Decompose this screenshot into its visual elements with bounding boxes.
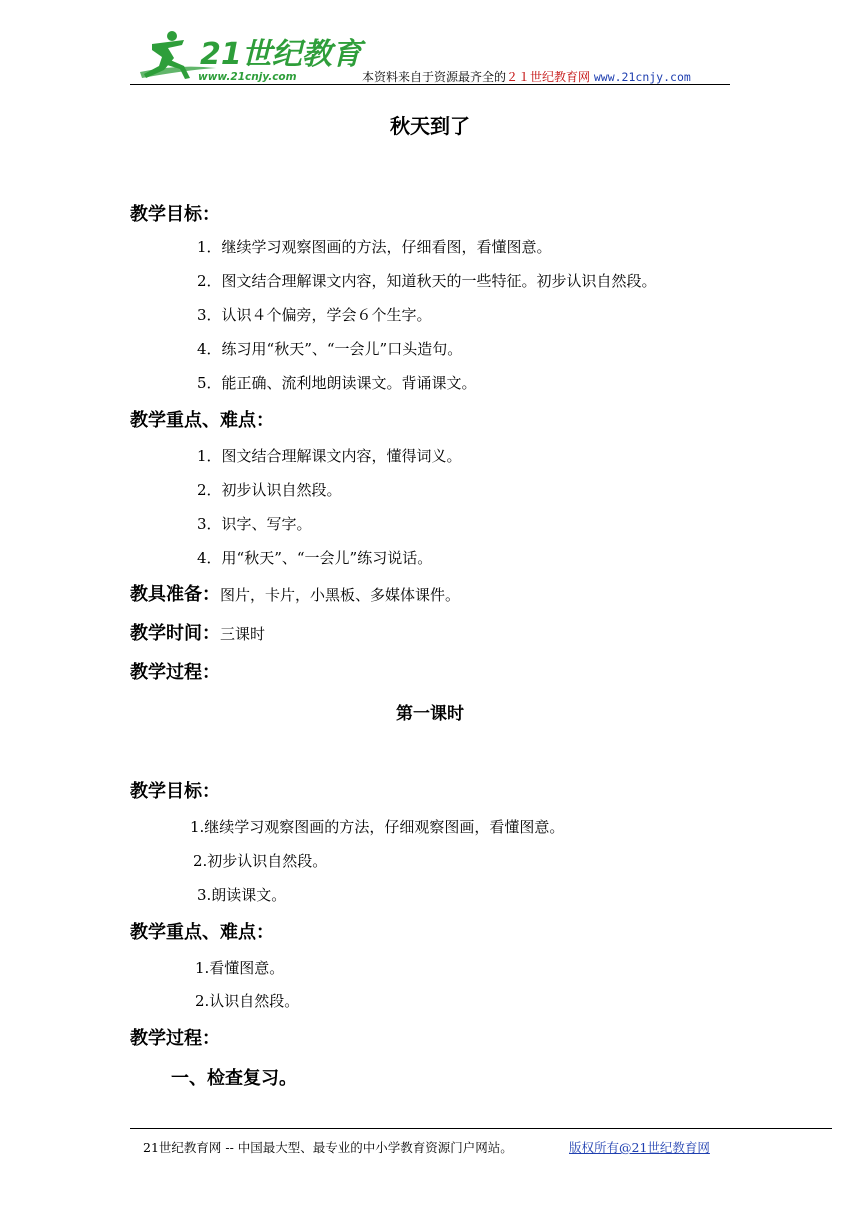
objective-item: 3．认识４个偏旁，学会６个生字。 — [197, 306, 432, 324]
lesson-key-point-item: 1.看懂图意。 — [195, 959, 285, 977]
site-logo — [138, 28, 362, 86]
logo-text: 21世纪教育 — [200, 37, 362, 72]
lesson-key-point-item: 2.认识自然段。 — [195, 992, 300, 1010]
lesson-title: 第一课时 — [396, 704, 464, 724]
key-point-item: 1．图文结合理解课文内容，懂得词义。 — [197, 447, 462, 465]
objective-item: 5．能正确、流利地朗读课文。背诵课文。 — [197, 374, 477, 392]
teaching-time-label: 教学时间： — [130, 623, 220, 644]
teaching-time — [130, 619, 265, 645]
section-heading-objectives: 教学目标： — [130, 204, 220, 225]
teaching-tools-value: 图片，卡片，小黑板、多媒体课件。 — [220, 586, 461, 604]
logo-url: www.21cnjy.com — [198, 71, 297, 83]
teaching-time-value: 三课时 — [220, 625, 266, 643]
teaching-tools — [130, 580, 460, 606]
section-heading-key-points: 教学重点、难点： — [130, 410, 274, 431]
objective-item: 1．继续学习观察图画的方法，仔细看图，看懂图意。 — [197, 238, 552, 256]
section-heading-lesson-objectives: 教学目标： — [130, 781, 220, 802]
key-point-item: 2．初步认识自然段。 — [197, 481, 342, 499]
section-heading-lesson-key-points: 教学重点、难点： — [130, 922, 274, 943]
header-url-link[interactable]: www.21cnjy.com — [593, 70, 691, 84]
section-heading-process: 教学过程： — [130, 662, 220, 683]
header-note-prefix: 本资料来自于资源最齐全的 — [362, 70, 507, 84]
lesson-objective-item: 2.初步认识自然段。 — [193, 852, 328, 870]
step-heading: 一、检查复习。 — [171, 1068, 297, 1089]
page-title: 秋天到了 — [390, 114, 470, 138]
teaching-tools-label: 教具准备： — [130, 584, 220, 605]
header-note — [362, 68, 691, 85]
header-rule — [130, 84, 730, 85]
objective-item: 4．练习用“秋天”、“一会儿”口头造句。 — [197, 340, 463, 358]
footer-rule — [130, 1128, 832, 1129]
lesson-objective-item: 1.继续学习观察图画的方法，仔细观察图画，看懂图意。 — [190, 818, 565, 836]
footer-copyright-link[interactable]: 版权所有@21世纪教育网 — [569, 1140, 710, 1155]
footer-text: 21世纪教育网 -- 中国最大型、最专业的中小学教育资源门户网站。 — [143, 1140, 513, 1155]
key-point-item: 4．用“秋天”、“一会儿”练习说话。 — [197, 549, 433, 567]
key-point-item: 3．识字、写字。 — [197, 515, 312, 533]
lesson-objective-item: 3.朗读课文。 — [197, 886, 287, 904]
section-heading-lesson-process: 教学过程： — [130, 1028, 220, 1049]
objective-item: 2．图文结合理解课文内容，知道秋天的一些特征。初步认识自然段。 — [197, 272, 657, 290]
header-site-name: ２１世纪教育网 — [506, 70, 591, 84]
